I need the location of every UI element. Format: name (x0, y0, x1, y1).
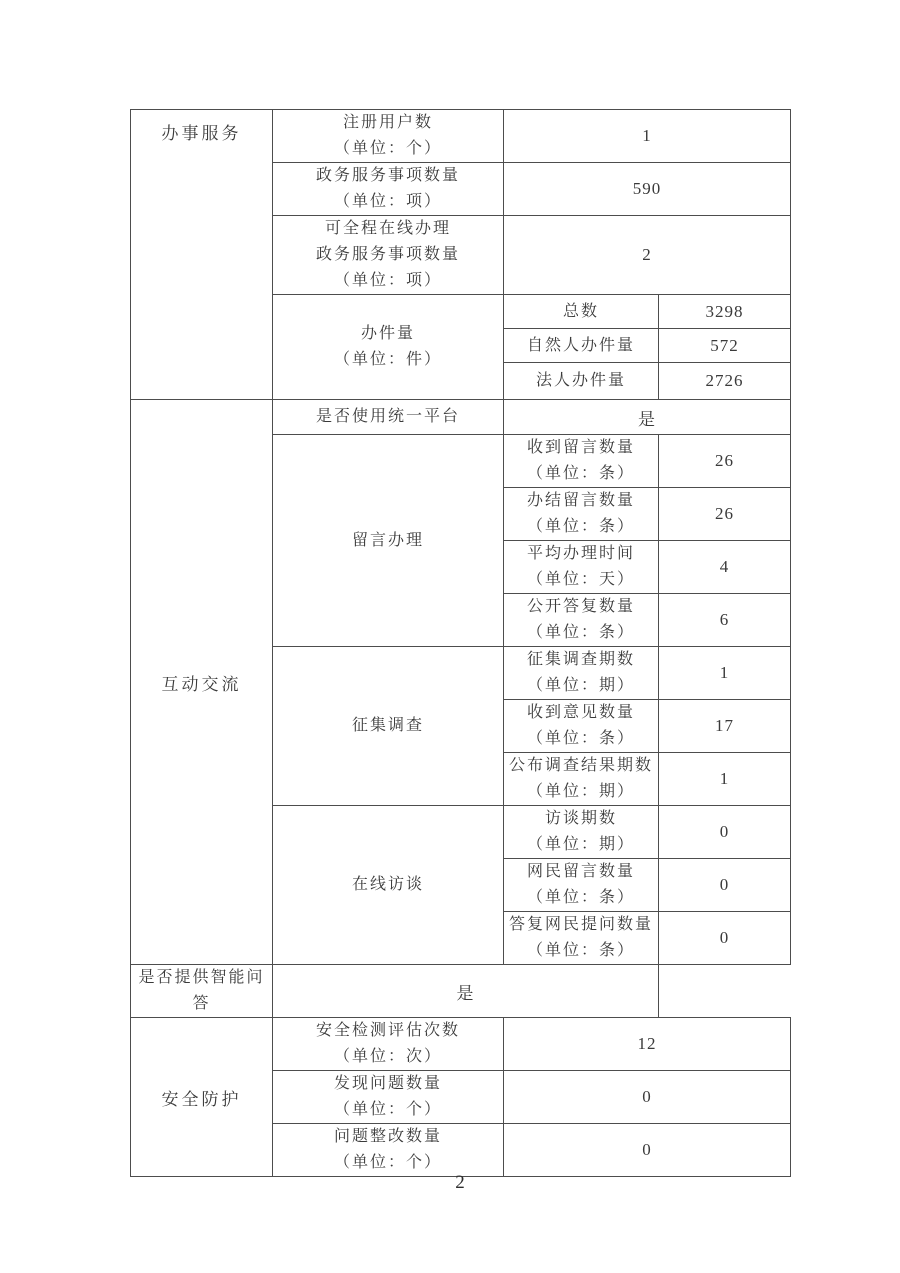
row-label-problems-rectified (273, 1124, 504, 1177)
page-number: 2 (455, 1172, 465, 1193)
row-value-full-online-items: 2 (504, 216, 791, 295)
row-unit-text: （单位：项） (333, 193, 442, 210)
subrow-label-total: 总数 (504, 295, 659, 329)
section-category-service (131, 110, 273, 400)
subrow-label-text: 平均办理时间 (526, 545, 635, 562)
subrow-value-survey-results-published: 1 (659, 753, 791, 806)
row-label-text: 注册用户数 (342, 114, 433, 131)
subrow-value-messages-received: 26 (659, 435, 791, 488)
section-category-label: 安全防护 (161, 1089, 242, 1109)
row-unit-text: （单位：次） (333, 1048, 442, 1065)
row-unit-text: （单位：项） (333, 272, 442, 289)
row-label-text-line1: 可全程在线办理 (324, 220, 451, 237)
subrow-label-text: 答复网民提问数量 (508, 916, 653, 933)
row-value-service-items: 590 (504, 163, 791, 216)
subrow-label-messages-completed (504, 488, 659, 541)
subrow-label-text: 办结留言数量 (526, 492, 635, 509)
subrow-unit-text: （单位：天） (526, 571, 635, 588)
subrow-label-text: 访谈期数 (544, 810, 617, 827)
row-value-security-assessments: 12 (504, 1018, 791, 1071)
subrow-value-average-handling-time: 4 (659, 541, 791, 594)
row-label-text: 安全检测评估次数 (315, 1022, 460, 1039)
row-label-smart-qa: 是否提供智能问答 (131, 965, 273, 1018)
row-label-problems-found (273, 1071, 504, 1124)
row-label-registered-users (273, 110, 504, 163)
subrow-value-messages-completed: 26 (659, 488, 791, 541)
group-label-online-interview: 在线访谈 (273, 806, 504, 965)
subrow-value-legal-person: 2726 (659, 363, 791, 400)
row-value-problems-found: 0 (504, 1071, 791, 1124)
section-category-security (131, 1018, 273, 1177)
section-category-interaction (131, 400, 273, 965)
subrow-unit-text: （单位：条） (526, 730, 635, 747)
row-label-text: 政务服务事项数量 (315, 167, 460, 184)
subrow-label-opinions-received (504, 700, 659, 753)
row-label-full-online-items (273, 216, 504, 295)
subrow-label-interview-periods (504, 806, 659, 859)
row-value-problems-rectified: 0 (504, 1124, 791, 1177)
subrow-unit-text: （单位：条） (526, 942, 635, 959)
row-unit-text: （单位：个） (333, 1101, 442, 1118)
subrow-label-text: 网民留言数量 (526, 863, 635, 880)
annual-report-table (130, 109, 791, 1177)
subrow-label-text: 征集调查期数 (526, 651, 635, 668)
group-unit-text: （单位：件） (333, 351, 442, 368)
subrow-label-average-handling-time (504, 541, 659, 594)
subrow-label-text: 收到意见数量 (526, 704, 635, 721)
subrow-unit-text: （单位：期） (526, 783, 635, 800)
row-label-service-items (273, 163, 504, 216)
subrow-label-text: 收到留言数量 (526, 439, 635, 456)
section-category-label: 办事服务 (161, 124, 242, 143)
subrow-label-text: 公布调查结果期数 (508, 757, 653, 774)
subrow-label-messages-received (504, 435, 659, 488)
subrow-value-total: 3298 (659, 295, 791, 329)
subrow-value-interview-periods: 0 (659, 806, 791, 859)
row-label-text: 问题整改数量 (333, 1128, 442, 1145)
subrow-label-netizen-questions-answered (504, 912, 659, 965)
group-label-survey: 征集调查 (273, 647, 504, 806)
row-label-text-line2: 政务服务事项数量 (315, 246, 460, 263)
subrow-value-natural-person: 572 (659, 329, 791, 363)
subrow-label-natural-person: 自然人办件量 (504, 329, 659, 363)
row-value-registered-users: 1 (504, 110, 791, 163)
subrow-unit-text: （单位：期） (526, 677, 635, 694)
group-label-text: 办件量 (360, 325, 415, 342)
subrow-label-text: 公开答复数量 (526, 598, 635, 615)
row-value-smart-qa: 是 (273, 965, 659, 1018)
subrow-label-survey-results-published (504, 753, 659, 806)
subrow-unit-text: （单位：条） (526, 518, 635, 535)
subrow-value-public-replies: 6 (659, 594, 791, 647)
group-label-case-volume (273, 295, 504, 400)
subrow-value-netizen-questions-answered: 0 (659, 912, 791, 965)
subrow-unit-text: （单位：条） (526, 624, 635, 641)
subrow-label-netizen-messages (504, 859, 659, 912)
subrow-label-public-replies (504, 594, 659, 647)
row-unit-text: （单位：个） (333, 1154, 442, 1171)
section-category-label: 互动交流 (161, 674, 242, 694)
subrow-unit-text: （单位：期） (526, 836, 635, 853)
subrow-value-survey-periods: 1 (659, 647, 791, 700)
row-value-unified-platform: 是 (504, 400, 791, 435)
subrow-unit-text: （单位：条） (526, 465, 635, 482)
subrow-value-opinions-received: 17 (659, 700, 791, 753)
subrow-label-survey-periods (504, 647, 659, 700)
row-unit-text: （单位：个） (333, 140, 442, 157)
row-label-security-assessments (273, 1018, 504, 1071)
subrow-value-netizen-messages: 0 (659, 859, 791, 912)
row-label-text: 发现问题数量 (333, 1075, 442, 1092)
subrow-label-legal-person: 法人办件量 (504, 363, 659, 400)
subrow-unit-text: （单位：条） (526, 889, 635, 906)
group-label-message-handling: 留言办理 (273, 435, 504, 647)
row-label-unified-platform: 是否使用统一平台 (273, 400, 504, 435)
